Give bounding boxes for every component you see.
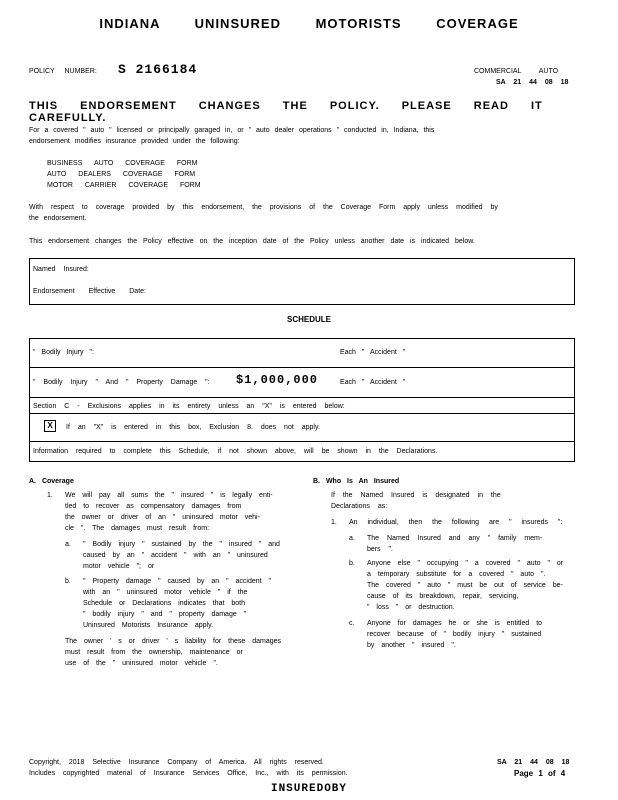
section-a-a-line-2: caused by an " accident " with an " uninsured <box>83 552 268 559</box>
section-b-b-label: b. <box>349 560 355 567</box>
named-insured-label: Named Insured: <box>33 266 89 273</box>
section-b-c-label: c. <box>349 620 355 627</box>
schedule-divider-4 <box>29 441 574 442</box>
form-item-1: BUSINESS AUTO COVERAGE FORM <box>47 160 198 167</box>
section-b-b-line-2: a temporary substitute for a covered " auto ". <box>367 571 546 578</box>
section-b-c-line-3: by another " insured ". <box>367 642 456 649</box>
effective-line: This endorsement changes the Policy effective on the inception date of the Policy unless another date is indicated below. <box>29 238 475 245</box>
schedule-box <box>29 338 575 462</box>
effective-date-label: Endorsement Effective Date: <box>33 288 146 295</box>
section-b-b-line-1: Anyone else " occupying " a covered " auto " or <box>367 560 564 567</box>
section-a-owner-line-2: must result from the ownership, maintenance or <box>65 649 243 656</box>
schedule-bi-pd-label: " Bodily Injury " And " Property Damage ": <box>33 379 210 386</box>
document-title: INDIANA UNINSURED MOTORISTS COVERAGE <box>99 16 519 31</box>
section-b-p1-number: 1. <box>331 519 337 526</box>
footer-copyright-1: Copyright, 2018 Selective Insurance Company of America. All rights reserved. <box>29 759 324 766</box>
section-b-a-line-1: The Named Insured and any " family mem- <box>367 535 543 542</box>
section-a-p1-line-2: tled to recover as compensatory damages from <box>65 503 242 510</box>
section-a-owner-line-3: use of the " uninsured motor vehicle ". <box>65 660 218 667</box>
form-item-2: AUTO DEALERS COVERAGE FORM <box>47 171 196 178</box>
schedule-checkbox-line: If an "X" is entered in this box, Exclusion 8. does not apply. <box>66 424 320 431</box>
schedule-heading: SCHEDULE <box>286 315 331 324</box>
section-b-c-line-1: Anyone for damages he or she is entitled to <box>367 620 543 627</box>
section-a-p1-line-3: the owner or driver of an " uninsured motor vehi- <box>65 514 260 521</box>
section-a-owner-line-1: The owner ' s or driver ' s liability for these damages <box>65 638 282 645</box>
schedule-each-accident-2: Each " Accident " <box>340 379 406 386</box>
policy-line: COMMERCIAL AUTO <box>474 68 559 75</box>
section-a-b-line-2: with an " uninsured motor vehicle " if the <box>83 589 248 596</box>
footer-page-number: Page 1 of 4 <box>514 769 566 778</box>
intro-line-2: endorsement modifies insurance provided under the following: <box>29 138 240 145</box>
endorsement-notice: THIS ENDORSEMENT CHANGES THE POLICY. PLEASE READ IT CAREFULLY. <box>29 100 543 124</box>
schedule-limit-amount: $1,000,000 <box>236 373 319 387</box>
schedule-each-accident-1: Each " Accident " <box>340 349 406 356</box>
section-a-p1-line-1: We will pay all sums the " insured " is legally enti- <box>65 492 273 499</box>
footer-copyright-2: Includes copyrighted material of Insurance Services Office, Inc., with its permission. <box>29 770 348 777</box>
schedule-information-line: Information required to complete this Schedule, if not shown above, will be shown in the Declarations. <box>33 448 438 455</box>
section-b-intro-line-1: If the Named Insured is designated in the <box>331 492 501 499</box>
section-a-b-line-1: " Property damage " caused by an " accident " <box>83 578 272 585</box>
section-a-b-line-4: " bodily injury " and " property damage " <box>83 611 247 618</box>
section-b-a-label: a. <box>349 535 355 542</box>
section-b-b-line-3: The covered " auto " must be out of service be- <box>367 582 563 589</box>
schedule-divider-1 <box>29 367 574 368</box>
intro-line-1: For a covered " auto " licensed or principally garaged in, or " auto dealer operations " conducted in, Indiana, this <box>29 127 435 134</box>
section-b-p1: An individual, then the following are " insureds ": <box>349 519 563 526</box>
form-id-header: SA 21 44 08 18 <box>496 79 569 86</box>
section-b-b-line-5: " loss " or destruction. <box>367 604 455 611</box>
exclusion-checkbox[interactable]: X <box>44 420 56 432</box>
section-b-b-line-4: cause of its breakdown, repair, servicing, <box>367 593 519 600</box>
named-insured-box <box>29 258 575 305</box>
section-a-b-line-5: Uninsured Motorists Insurance apply. <box>83 622 214 629</box>
section-a-b-line-3: Schedule or Declarations indicates that both <box>83 600 245 607</box>
section-b-intro-line-2: Declarations as: <box>331 503 388 510</box>
respect-line-2: the endorsement. <box>29 215 87 222</box>
form-item-3: MOTOR CARRIER COVERAGE FORM <box>47 182 201 189</box>
section-b-heading: B. Who Is An Insured <box>313 478 400 485</box>
section-a-heading: A. Coverage <box>29 478 74 485</box>
policy-number-label: POLICY NUMBER: <box>29 68 97 75</box>
footer-form-id: SA 21 44 08 18 <box>497 759 570 766</box>
section-a-b-label: b. <box>65 578 71 585</box>
section-b-a-line-2: bers ". <box>367 546 393 553</box>
section-a-a-line-1: " Bodily injury " sustained by the " insured " and <box>83 541 280 548</box>
respect-line-1: With respect to coverage provided by this endorsement, the provisions of the Coverage Form apply unless modified by <box>29 204 498 211</box>
schedule-divider-3 <box>29 413 574 414</box>
schedule-exclusions-line: Section C - Exclusions applies in its entirety unless an "X" is entered below: <box>33 403 345 410</box>
section-a-a-label: a. <box>65 541 71 548</box>
section-a-a-line-3: motor vehicle "; or <box>83 563 155 570</box>
schedule-divider-2 <box>29 397 574 398</box>
footer-brand-watermark: INSUREDOBY <box>270 783 347 795</box>
schedule-bodily-injury-label: " Bodily Injury ": <box>33 349 94 356</box>
policy-number: S 2166184 <box>118 62 198 77</box>
section-a-p1-line-4: cle ". The damages must result from: <box>65 525 210 532</box>
section-a-p1-number: 1. <box>47 492 53 499</box>
section-b-c-line-2: recover because of " bodily injury " sustained <box>367 631 542 638</box>
